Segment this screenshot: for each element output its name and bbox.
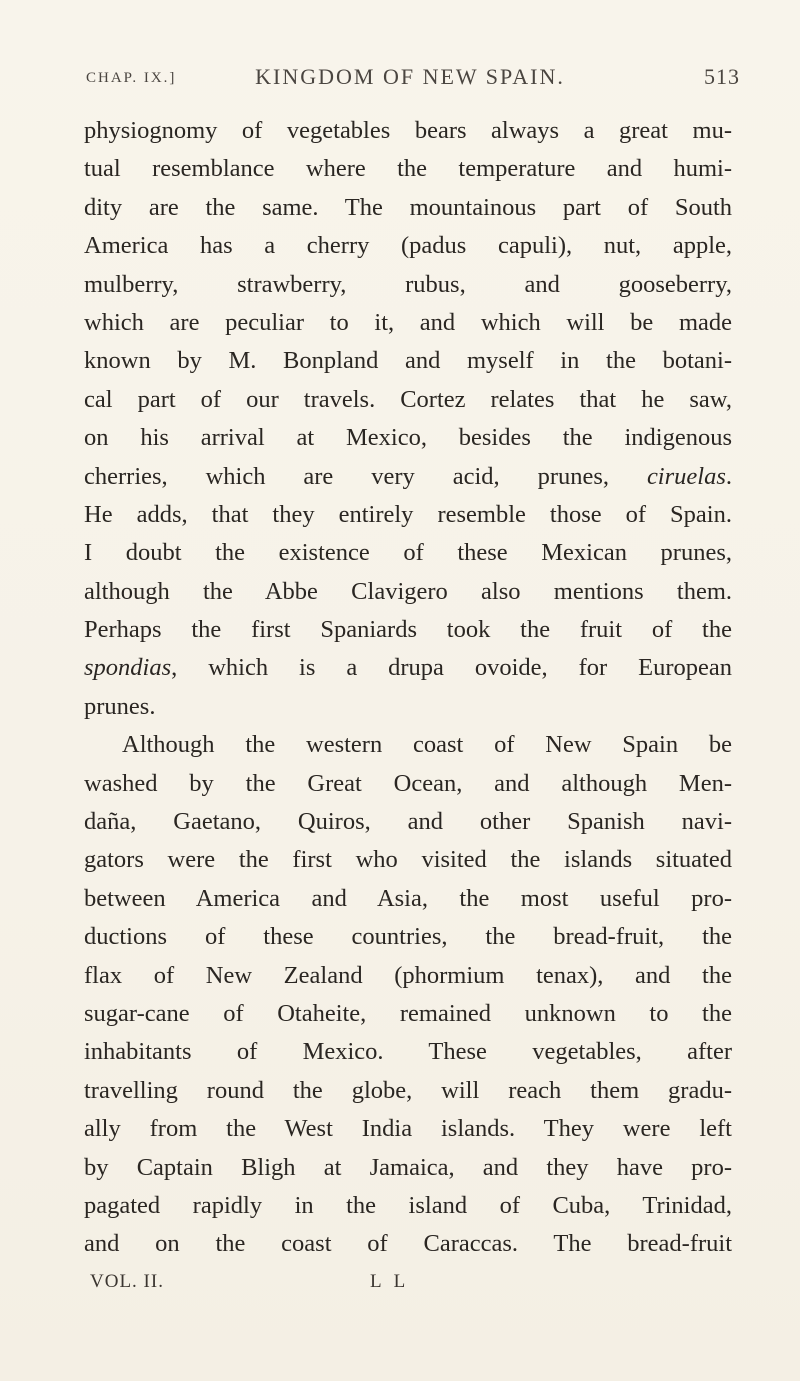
text-line: known by M. Bonpland and myself in the botani- [84, 347, 732, 375]
text-line: inhabitants of Mexico. These vegetables, after [84, 1038, 732, 1066]
text-run: , which is a drupa ovoide, for European [171, 654, 732, 682]
text-line: sugar-cane of Otaheite, remained unknown to the [84, 999, 732, 1027]
page-header [80, 64, 740, 96]
text-line: on his arrival at Mexico, besides the indigenous [84, 424, 732, 452]
running-title: KINGDOM OF NEW SPAIN. [255, 64, 565, 89]
chapter-marker: CHAP. IX.] [86, 70, 177, 86]
text-line: prunes. [84, 692, 156, 720]
text-line: physiognomy of vegetables bears always a great mu- [84, 117, 732, 144]
signature-mark: L L [370, 1271, 410, 1292]
text-line: between America and Asia, the most useful pro- [84, 884, 732, 912]
text-line: mulberry, strawberry, rubus, and gooseberry, [84, 270, 732, 298]
volume-marker: VOL. II. [90, 1271, 164, 1292]
text-line: daña, Gaetano, Quiros, and other Spanish navi- [84, 808, 732, 836]
text-line: ally from the West India islands. They were left [84, 1115, 732, 1143]
text-line: He adds, that they entirely resemble those of Spain. [84, 500, 732, 528]
italic-term: spondias [84, 654, 172, 682]
text-line: travelling round the globe, will reach them gradu- [84, 1076, 732, 1104]
text-line: Although the western coast of New Spain be [122, 731, 732, 759]
text-line: and on the coast of Caraccas. The bread-fruit [84, 1230, 732, 1258]
italic-term: ciruelas [646, 462, 726, 490]
text-line: ductions of these countries, the bread-fruit, the [84, 923, 732, 951]
text-run: . [725, 462, 732, 490]
page-number: 513 [704, 64, 740, 89]
text-line: flax of New Zealand (phormium tenax), and the [84, 961, 732, 989]
text-line: cal part of our travels. Cortez relates that he saw, [84, 385, 732, 413]
text-line: I doubt the existence of these Mexican prunes, [84, 539, 732, 567]
text-line: gators were the first who visited the islands situated [84, 846, 732, 874]
text-line [84, 649, 732, 687]
text-line: washed by the Great Ocean, and although Men- [84, 769, 732, 797]
text-run: cherries, which are very acid, prunes, [84, 462, 647, 490]
text-line: pagated rapidly in the island of Cuba, Trinidad, [84, 1191, 732, 1219]
page-footer [90, 1271, 490, 1301]
text-line: tual resemblance where the temperature and humi- [84, 155, 732, 183]
text-line: America has a cherry (padus capuli), nut, apple, [84, 232, 732, 260]
text-line: by Captain Bligh at Jamaica, and they have pro- [84, 1153, 732, 1181]
text-line: although the Abbe Clavigero also mentions them. [84, 577, 732, 605]
text-line: dity are the same. The mountainous part of South [84, 193, 732, 221]
paragraph-2 [84, 726, 732, 1263]
body-text [84, 112, 732, 1264]
paragraph-1 [84, 112, 732, 726]
text-line: which are peculiar to it, and which will be made [84, 308, 732, 336]
text-line [84, 458, 732, 496]
text-line: Perhaps the first Spaniards took the fruit of the [84, 616, 732, 644]
